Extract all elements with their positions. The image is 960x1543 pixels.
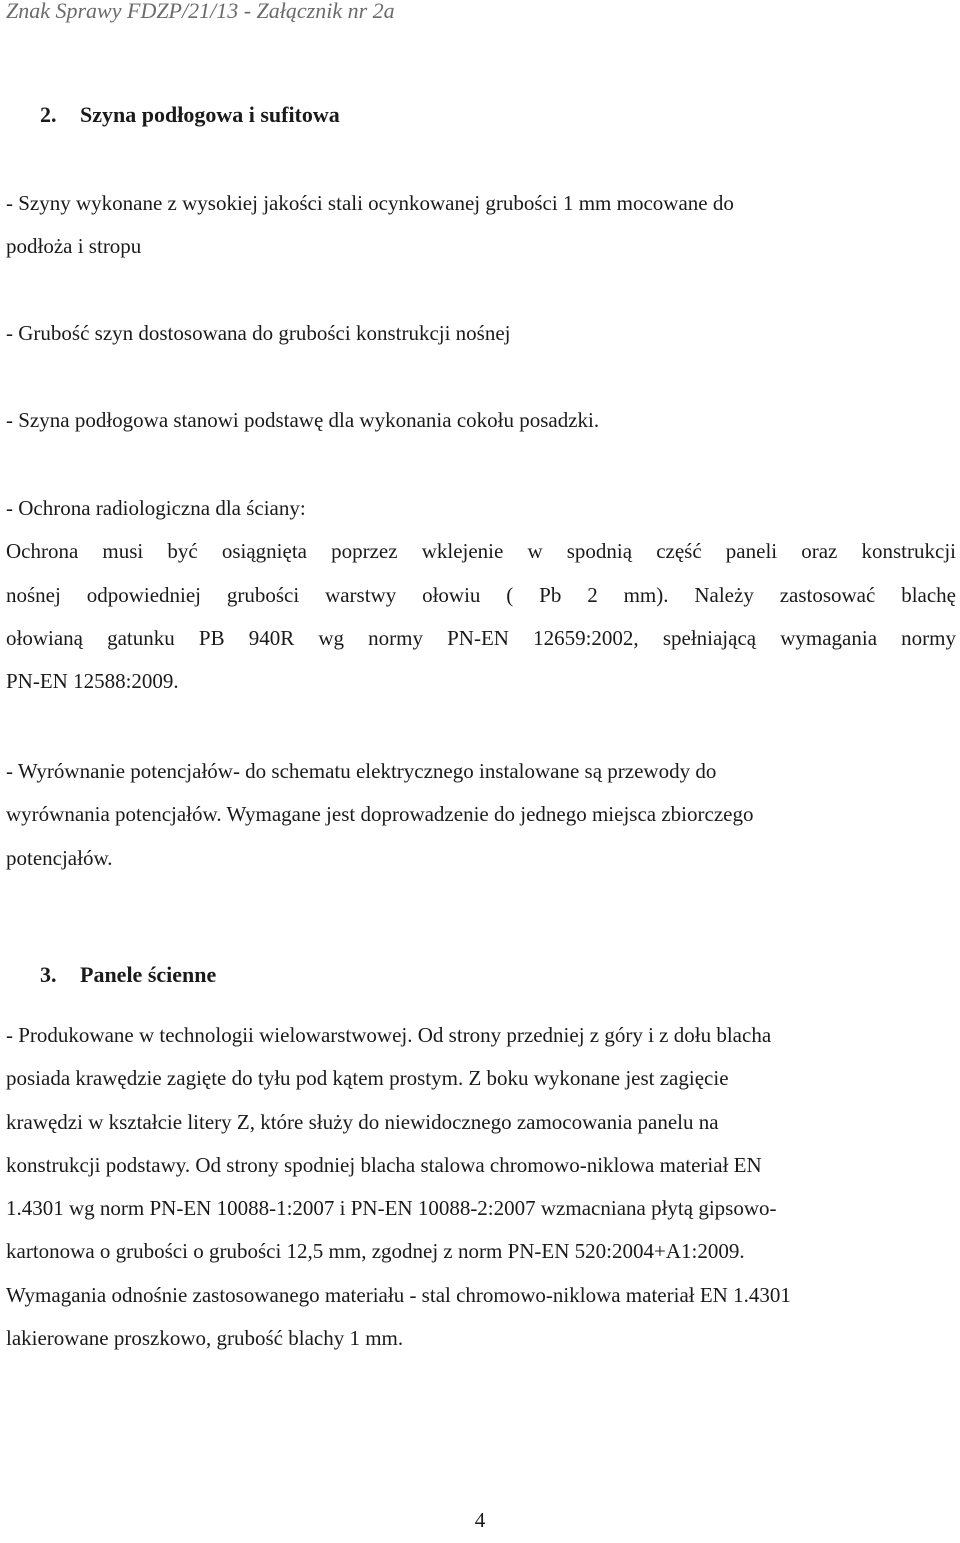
header-reference: Znak Sprawy FDZP/21/13 - Załącznik nr 2a [6, 0, 395, 23]
section-2-number: 2. [40, 102, 57, 127]
rail-thickness-paragraph [6, 312, 956, 355]
panels-paragraph [6, 1014, 956, 1360]
equalization-line-3: potencjałów. [6, 845, 113, 870]
radiology-line-2: nośnej odpowiedniej grubości warstwy ołowiu ( Pb 2 mm). Należy zastosować blachę [6, 582, 956, 607]
equalization-line-2: wyrównania potencjałów. Wymagane jest doprowadzenie do jednego miejsca zbiorczego [6, 802, 754, 827]
floor-rail-paragraph [6, 399, 956, 442]
rail-quality-line-1: - Szyny wykonane z wysokiej jakości stali ocynkowanej grubości 1 mm mocowane do [6, 191, 734, 215]
panels-line-4: konstrukcji podstawy. Od strony spodniej blacha stalowa chromowo-niklowa materiał EN [6, 1152, 762, 1177]
equalization-line-1: - Wyrównanie potencjałów- do schematu elektrycznego instalowane są przewody do [6, 759, 717, 783]
page-number: 4 [474, 1508, 486, 1532]
floor-rail-line: - Szyna podłogowa stanowi podstawę dla wykonania cokołu posadzki. [6, 408, 600, 432]
panels-line-1: - Produkowane w technologii wielowarstwowej. Od strony przedniej z góry i z dołu blacha [6, 1023, 772, 1047]
panels-line-7: Wymagania odnośnie zastosowanego materiału - stal chromowo-niklowa materiał EN 1.4301 [6, 1282, 791, 1307]
radiology-line-3: ołowianą gatunku PB 940R wg normy PN-EN 12659:2002, spełniającą wymagania normy [6, 625, 956, 650]
section-2-heading [40, 102, 340, 128]
rail-thickness-line: - Grubość szyn dostosowana do grubości konstrukcji nośnej [6, 321, 511, 345]
equalization-paragraph [6, 750, 956, 880]
radiology-paragraph [6, 487, 956, 703]
rail-quality-paragraph [6, 182, 956, 269]
radiology-heading: - Ochrona radiologiczna dla ściany: [6, 496, 306, 520]
panels-line-6: kartonowa o grubości o grubości 12,5 mm, zgodnej z norm PN-EN 520:2004+A1:2009. [6, 1239, 745, 1264]
panels-line-2: posiada krawędzie zagięte do tyłu pod kątem prostym. Z boku wykonane jest zagięcie [6, 1066, 729, 1091]
rail-quality-line-2: podłoża i stropu [6, 234, 142, 259]
section-3-heading [40, 962, 216, 988]
panels-line-3: krawędzi w kształcie litery Z, które służy do niewidocznego zamocowania panelu na [6, 1109, 719, 1134]
radiology-line-4: PN-EN 12588:2009. [6, 669, 179, 694]
radiology-line-1: Ochrona musi być osiągnięta poprzez wklejenie w spodnią część paneli oraz konstrukcji [6, 539, 956, 564]
panels-line-8: lakierowane proszkowo, grubość blachy 1 mm. [6, 1326, 404, 1351]
panels-line-5: 1.4301 wg norm PN-EN 10088-1:2007 i PN-EN 10088-2:2007 wzmacniana płytą gipsowo- [6, 1196, 777, 1221]
section-3-title: Panele ścienne [80, 962, 217, 987]
section-3-number: 3. [40, 962, 57, 987]
section-2-title: Szyna podłogowa i sufitowa [80, 102, 340, 127]
